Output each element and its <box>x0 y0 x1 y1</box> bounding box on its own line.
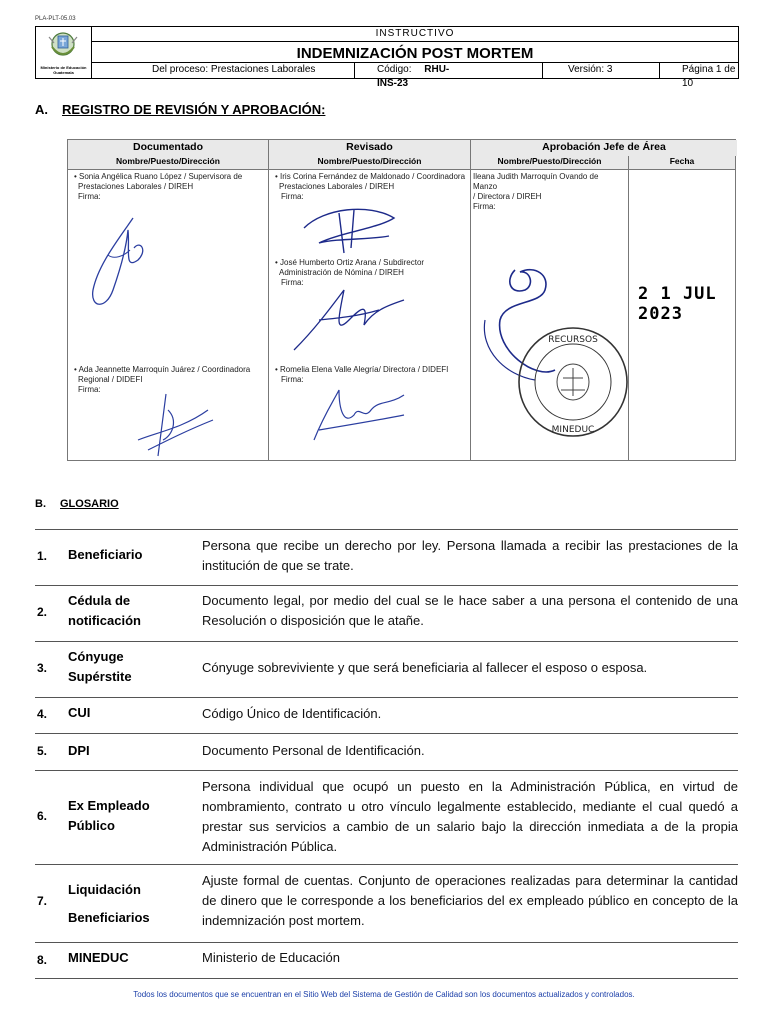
reviewed-column <box>269 140 471 460</box>
approval-date: 2 1 JUL 2023 <box>638 284 717 324</box>
document-title: INDEMNIZACIÓN POST MORTEM <box>92 41 738 63</box>
glossary-term: Beneficiario <box>68 547 143 562</box>
glossary-table <box>35 529 738 979</box>
glossary-definition: Documento Personal de Identificación. <box>202 743 425 758</box>
document-code: PLA-PLT-05.03 <box>35 16 76 22</box>
glossary-number: 7. <box>37 894 48 908</box>
code-label: Código: <box>377 64 412 75</box>
glossary-definition: Persona que recibe un derecho por ley. Persona llamada a recibir las prestaciones de la institución de que se trate. <box>202 538 738 573</box>
approval-column <box>471 140 666 460</box>
signature-icon <box>309 385 409 445</box>
glossary-term: CUI <box>68 705 91 720</box>
section-b-title: GLOSARIO <box>60 498 119 510</box>
approval-heading: Aprobación Jefe de Área <box>471 140 737 156</box>
glossary-row <box>35 864 738 942</box>
glossary-definition: Documento legal, por medio del cual se le hace saber a una persona el contenido de una Resolución o disposición que le atañe. <box>202 593 738 628</box>
glossary-definition: Cónyuge sobreviviente y que será beneficiaria al fallecer el esposo o esposa. <box>202 660 648 675</box>
svg-text:RECURSOS: RECURSOS <box>548 335 598 345</box>
signature-icon <box>78 210 158 320</box>
glossary-number: 5. <box>37 744 48 758</box>
glossary-term: Liquidación Beneficiarios <box>68 882 150 925</box>
reviewed-entry: • Romelia Elena Valle Alegría/ Directora / DIDEFI Firma: <box>275 365 449 384</box>
page-label: Página 1 de 10 <box>659 63 739 79</box>
glossary-number: 2. <box>37 605 48 619</box>
reviewed-entry: • Iris Corina Fernández de Maldonado / Coordinadora Prestaciones Laborales / DIREH Firma: <box>275 172 466 201</box>
documented-subheading: Nombre/Puesto/Dirección <box>68 155 268 170</box>
glossary-term: DPI <box>68 743 90 758</box>
signature-icon <box>128 390 218 460</box>
section-a-heading <box>35 102 325 117</box>
section-a-title: REGISTRO DE REVISIÓN Y APROBACIÓN: <box>62 102 326 117</box>
glossary-number: 4. <box>37 707 48 721</box>
svg-text:MINEDUC: MINEDUC <box>551 425 595 435</box>
approval-table <box>67 139 736 461</box>
signature-icon <box>289 280 409 360</box>
glossary-term: Cónyuge Supérstite <box>68 649 132 684</box>
documented-entry: • Sonia Angélica Ruano López / Supervisora de Prestaciones Laborales / DIREH Firma: <box>74 172 243 201</box>
approval-entry: Ileana Judith Marroquín Ovando de Manzo / Directora / DIREH Firma: <box>473 172 599 211</box>
code-cell <box>354 63 464 89</box>
date-subheading: Fecha <box>629 155 735 170</box>
code-value: RHU-INS-23 <box>377 64 450 89</box>
version-label: Versión: 3 <box>542 63 659 79</box>
section-b-heading <box>35 498 119 510</box>
documented-column <box>68 140 269 460</box>
footer-note: Todos los documentos que se encuentran en el Sitio Web del Sistema de Gestión de Calidad son los documentos actualizados y controlados. <box>133 990 635 999</box>
glossary-row <box>35 733 738 770</box>
reviewed-entry: • José Humberto Ortiz Arana / Subdirector Administración de Nómina / DIREH Firma: <box>275 258 425 287</box>
glossary-definition: Persona individual que ocupó un puesto en la Administración Pública, en virtud de nombramiento, contrato u otro vínculo legalmente establecido, mediante el cual quedó a prestar sus servicios a cambio de un salario bajo la dirección inmediata a de la propia Administración Pública. <box>202 779 738 854</box>
glossary-row <box>35 529 738 585</box>
section-b-letter: B. <box>35 498 46 510</box>
document-header <box>35 26 739 89</box>
glossary-number: 3. <box>37 661 48 675</box>
glossary-row <box>35 697 738 733</box>
documented-heading: Documentado <box>68 140 268 156</box>
glossary-row <box>35 641 738 697</box>
logo-caption: Ministerio de Educación Guatemala <box>40 65 87 75</box>
reviewed-heading: Revisado <box>269 140 470 156</box>
glossary-number: 8. <box>37 953 48 967</box>
glossary-definition: Ministerio de Educación <box>202 950 341 965</box>
documented-entry: • Ada Jeannette Marroquín Juárez / Coordinadora Regional / DIDEFI Firma: <box>74 365 251 394</box>
glossary-term: Cédula de notificación <box>68 593 141 628</box>
glossary-number: 1. <box>37 549 48 563</box>
glossary-term: Ex Empleado Público <box>68 798 150 833</box>
glossary-number: 6. <box>37 809 48 823</box>
glossary-row <box>35 942 738 979</box>
official-seal-icon <box>511 320 631 440</box>
glossary-definition: Ajuste formal de cuentas. Conjunto de operaciones realizadas para determinar la cantidad de dinero que le corresponde a los beneficiarios del ex empleado público en concepto de la indemnización post mortem. <box>202 873 738 928</box>
document-type: INSTRUCTIVO <box>375 28 455 39</box>
process-label: Del proceso: Prestaciones Laborales <box>152 64 316 75</box>
glossary-row <box>35 770 738 864</box>
reviewed-subheading: Nombre/Puesto/Dirección <box>269 155 470 170</box>
glossary-definition: Código Único de Identificación. <box>202 706 382 721</box>
ministry-logo <box>36 27 92 79</box>
approval-subheading: Nombre/Puesto/Dirección <box>471 155 628 170</box>
signature-icon <box>299 198 409 258</box>
glossary-row <box>35 585 738 641</box>
section-a-letter: A. <box>35 102 48 117</box>
glossary-term: MINEDUC <box>68 950 129 965</box>
